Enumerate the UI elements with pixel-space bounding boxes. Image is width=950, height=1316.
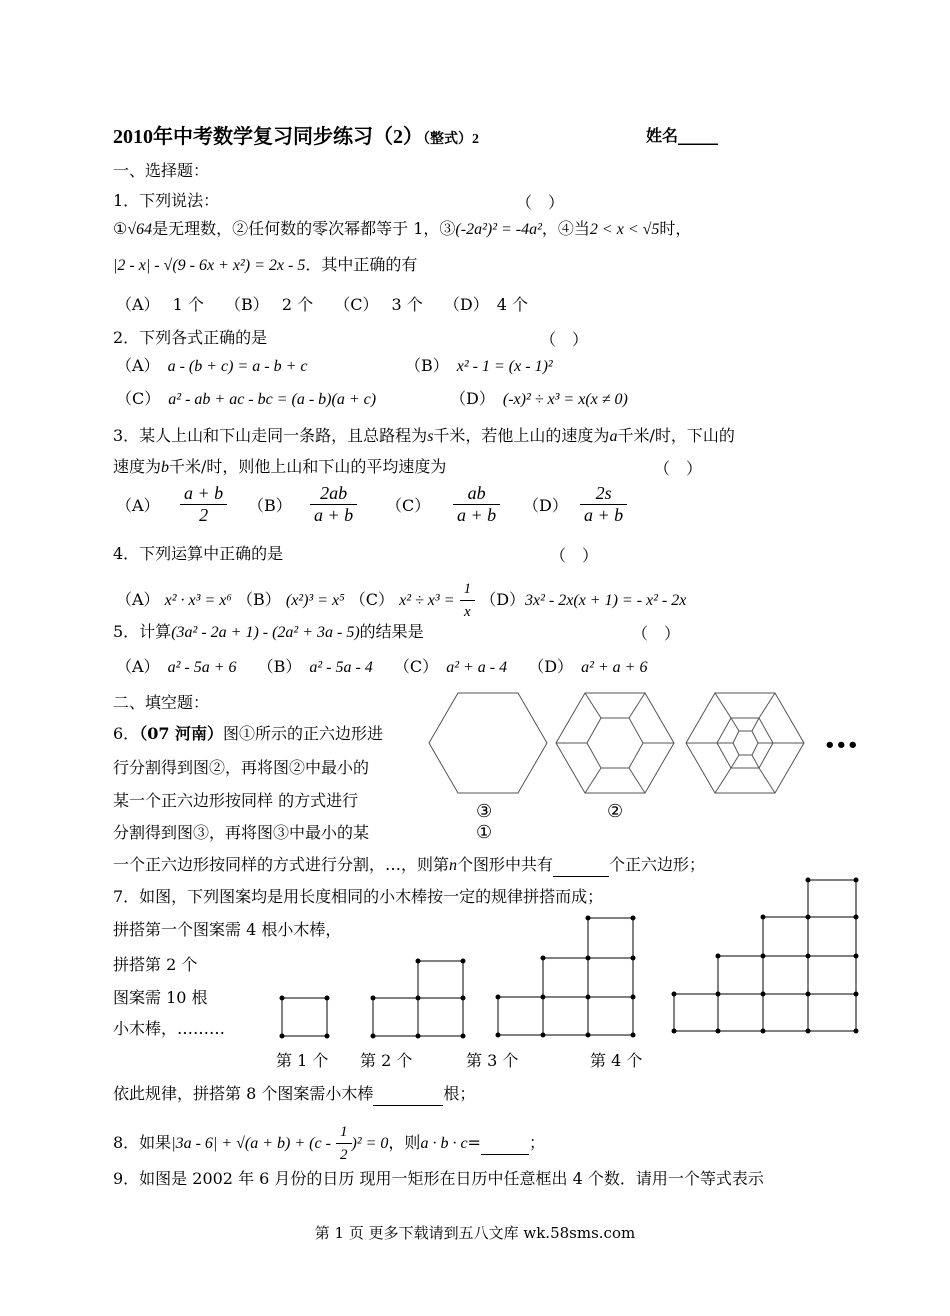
q1-answer-paren[interactable]: （ ） [516, 193, 565, 212]
q3-option-c-label: （C） [386, 496, 431, 515]
q3-option-d: $\frac{2s}{a + b}$ [580, 483, 627, 526]
q3-option-d-label: （D） [523, 496, 568, 515]
q2-option-a: （A） a - (b + c) = a - b + c [116, 356, 308, 375]
q4-answer-paren[interactable]: （ ） [550, 546, 599, 565]
q1-stem: 1．下列说法： [113, 191, 220, 210]
caption-pattern-2: 第 2 个 [360, 1051, 413, 1070]
q1-line1: ①√64是无理数，②任何数的零次幂都等于 1，③(-2a²)² = -4a²，④当2 < x < √5时， [113, 219, 692, 238]
caption-pattern-1: 第 1 个 [276, 1051, 329, 1070]
q1-line2: |2 - x| - √(9 - 6x + x²) = 2x - 5．其中正确的有 [113, 255, 418, 274]
q7-line1: 7．如图，下列图案均是用长度相同的小木棒按一定的规律拼搭而成； [113, 887, 604, 906]
q2-stem: 2．下列各式正确的是 [113, 328, 268, 347]
q2-option-d: （D） (-x)² ÷ x³ = x(x ≠ 0) [450, 389, 628, 408]
q9-line1: 9．如图是 2002 年 6 月份的日历 现用一矩形在日历中任意框出 4 个数．请用一个等式表示 [113, 1169, 764, 1188]
q3-option-a-label: （A） [116, 496, 160, 515]
section-fill: 二、填空题： [113, 693, 210, 712]
q3-line1: 3．某人上山和下山走同一条路，且总路程为s千米，若他上山的速度为a千米/时，下山的 [113, 426, 735, 445]
page-footer: 第 1 页 更多下载请到五八文库 wk.58sms.com [314, 1224, 636, 1242]
q7-line6: 依此规律，拼搭第 8 个图案需小木棒 根； [113, 1083, 475, 1106]
stick-pattern-1 [282, 998, 327, 1036]
q3-option-a: $\frac{a + b}{2}$ [180, 483, 227, 526]
title-main: 2010年中考数学复习同步练习（2） [113, 126, 423, 148]
q1-options: （A） 1 个 （B） 2 个 （C） 3 个 （D） 4 个 [116, 295, 528, 314]
stick-pattern-3 [498, 918, 633, 1035]
caption-pattern-3: 第 3 个 [466, 1051, 519, 1070]
q7-line4: 图案需 10 根 [113, 988, 208, 1007]
q2-answer-paren[interactable]: （ ） [540, 330, 589, 349]
q6-line1: 6．（07 河南）图①所示的正六边形进 [113, 724, 384, 743]
fig-label-2: ② [607, 801, 624, 822]
q6-line2: 行分割得到图②，再将图②中最小的 [113, 758, 370, 777]
q2-option-c: （C） a² - ab + ac - bc = (a - b)(a + c) [116, 389, 377, 408]
q3-line2: 速度为b千米/时，则他上山和下山的平均速度为 [113, 457, 447, 476]
q5-stem: 5．计算(3a² - 2a + 1) - (2a² + 3a - 5)的结果是 [113, 622, 424, 641]
q4-options: （A） x² · x³ = x⁶ （B） (x²)³ = x⁵ （C） x² ÷ x³ = $\frac{1}{x}$ （D）3x² - 2x(x + 1) = - x² - 2x [116, 578, 686, 623]
title-sub: （整式）2 [423, 132, 479, 147]
name-field[interactable]: 姓名_____ [646, 126, 719, 145]
q3-option-b-label: （B） [248, 496, 292, 515]
q4-stem: 4．下列运算中正确的是 [113, 544, 284, 563]
q7-line2: 拼搭第一个图案需 4 根小木棒， [113, 920, 342, 939]
q8-line: 8．如果|3a - 6| + √(a + b) + (c - $\frac{1}{2}$ )² = 0，则a · b · c= ； [113, 1121, 545, 1166]
caption-pattern-4: 第 4 个 [590, 1051, 643, 1070]
q3-option-c: $\frac{ab}{a + b}$ [453, 483, 500, 526]
q3-option-b: $\frac{2ab}{a + b}$ [310, 483, 357, 526]
q2-option-b: （B） x² - 1 = (x - 1)² [405, 356, 553, 375]
q6-line3: 某一个正六边形按同样 的方式进行 [113, 791, 359, 810]
q5-options: （A） a² - 5a + 6 （B） a² - 5a - 4 （C） a² + a - 4 （D） a² + a + 6 [116, 657, 648, 676]
fig-label-1: ① [476, 822, 493, 843]
fig-label-3: ③ [476, 801, 493, 822]
q3-answer-paren[interactable]: （ ） [654, 459, 703, 478]
q6-line4: 分割得到图③，再将图③中最小的某 [113, 823, 370, 842]
continuation-dots: ••• [824, 735, 859, 756]
section-choice: 一、选择题： [113, 161, 210, 180]
q5-answer-paren[interactable]: （ ） [632, 624, 681, 643]
q6-line5: 一个正六边形按同样的方式进行分割，…，则第n个图形中共有 个正六边形； [113, 854, 705, 877]
q7-line5: 小木棒，……… [113, 1019, 226, 1038]
q7-line3: 拼搭第 2 个 [113, 955, 198, 974]
